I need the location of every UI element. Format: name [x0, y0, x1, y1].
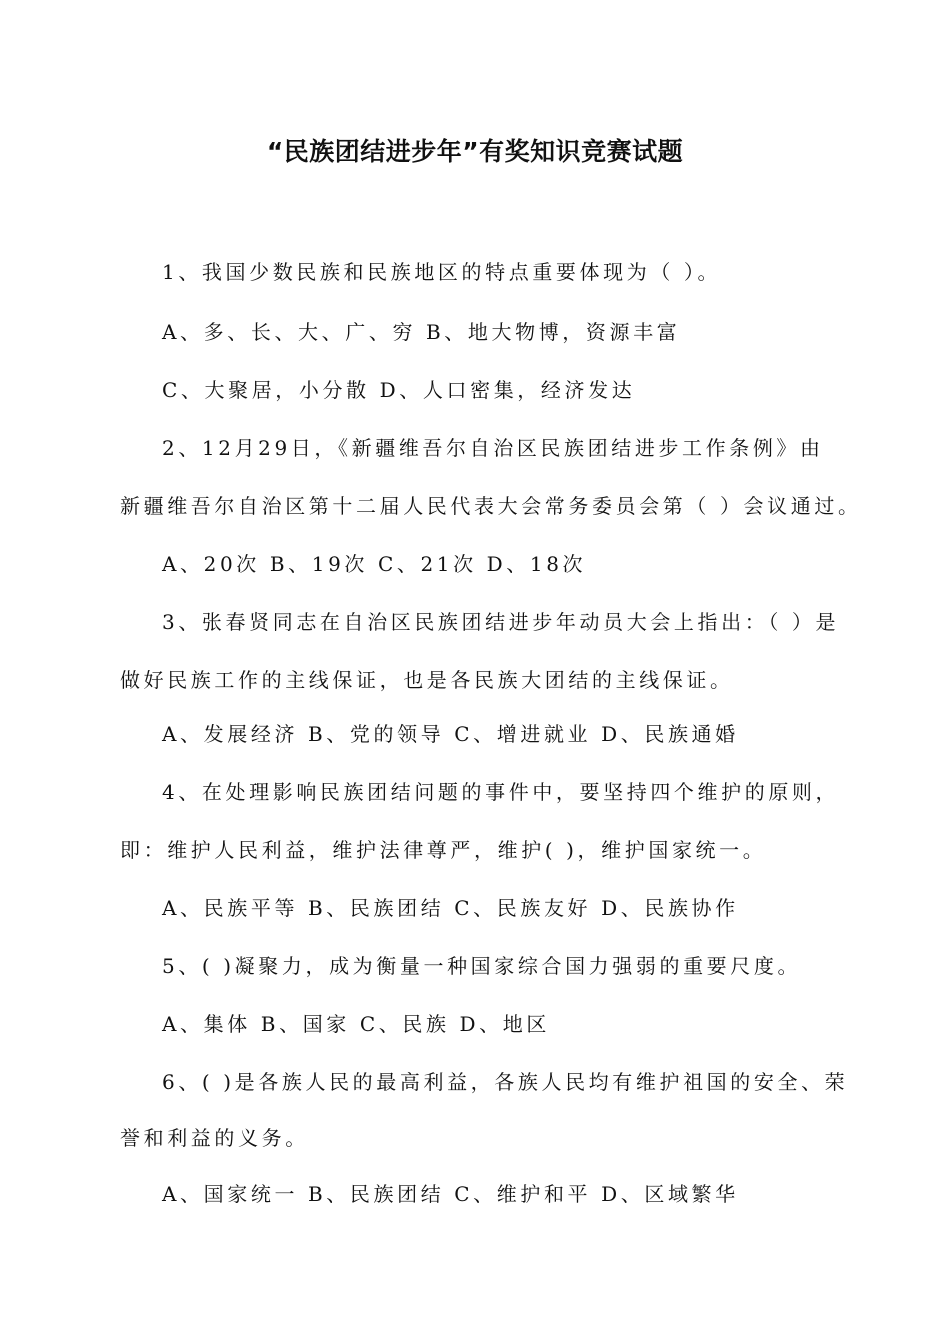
question-5-stem: 5、( )凝聚力，成为衡量一种国家综合国力强弱的重要尺度。 [162, 954, 802, 978]
question-6-options: A、国家统一 B、民族团结 C、维护和平 D、区域繁华 [162, 1182, 739, 1206]
question-3-options: A、发展经济 B、党的领导 C、增进就业 D、民族通婚 [162, 722, 739, 746]
question-4-options: A、民族平等 B、民族团结 C、民族友好 D、民族协作 [162, 896, 739, 920]
question-3-stem-line-1: 3、张春贤同志在自治区民族团结进步年动员大会上指出：（ ）是 [162, 610, 840, 634]
question-4-stem-line-1: 4、在处理影响民族团结问题的事件中，要坚持四个维护的原则， [162, 780, 840, 804]
question-6-stem-line-1: 6、( )是各族人民的最高利益，各族人民均有维护祖国的安全、荣 [162, 1070, 849, 1094]
question-6-stem-line-2: 誉和利益的义务。 [120, 1126, 309, 1150]
question-3-stem-line-2: 做好民族工作的主线保证，也是各民族大团结的主线保证。 [120, 668, 734, 692]
question-1-stem: 1、我国少数民族和民族地区的特点重要体现为（ ）。 [162, 260, 722, 284]
question-2-stem-line-1: 2、12月29日，《新疆维吾尔自治区民族团结进步工作条例》由 [162, 436, 824, 460]
question-1-options-line-1: A、多、长、大、广、穷 B、地大物博，资源丰富 [162, 320, 681, 344]
question-5-options: A、集体 B、国家 C、民族 D、地区 [162, 1012, 550, 1036]
question-4-stem-line-2: 即：维护人民利益，维护法律尊严，维护( )，维护国家统一。 [120, 838, 767, 862]
document-title: “民族团结进步年”有奖知识竞赛试题 [266, 137, 684, 166]
question-2-stem-line-2: 新疆维吾尔自治区第十二届人民代表大会常务委员会第（ ）会议通过。 [120, 494, 862, 518]
question-2-options: A、20次 B、19次 C、21次 D、18次 [162, 552, 587, 576]
question-1-options-line-2: C、大聚居，小分散 D、人口密集，经济发达 [162, 378, 636, 402]
